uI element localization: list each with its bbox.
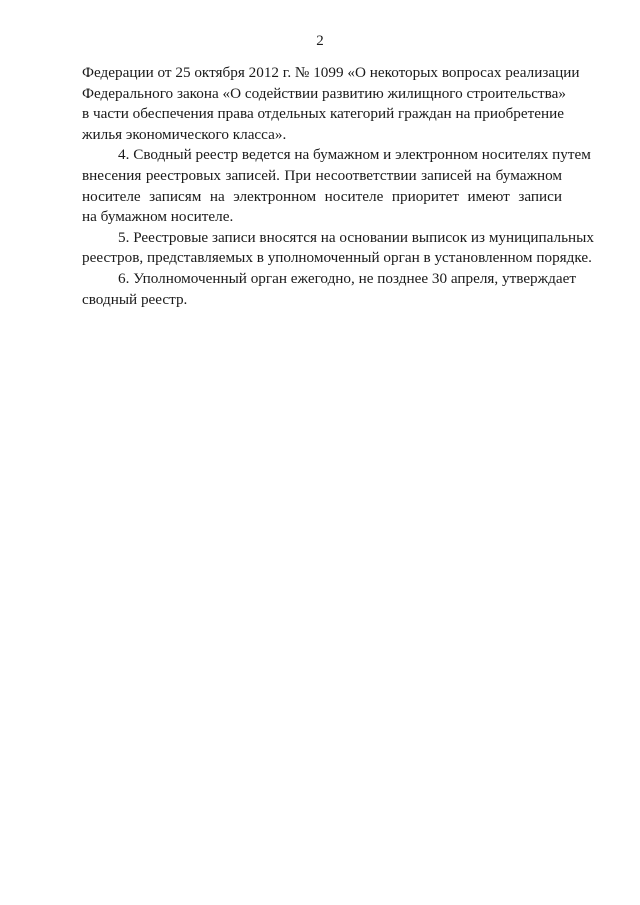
- paragraph-item-6: [82, 269, 576, 310]
- text-line: реестров, представляемых в уполномоченный орган в установленном порядке.: [82, 249, 592, 267]
- text-line: носителе записям на электронном носителе приоритет имеют записи: [82, 187, 562, 205]
- text-line: внесения реестровых записей. При несоответствии записей на бумажном: [82, 166, 562, 184]
- text-line: в части обеспечения права отдельных категорий граждан на приобретение: [82, 105, 564, 123]
- text-line: Федерального закона «О содействии развитию жилищного строительства»: [82, 84, 566, 102]
- text-line: Федерации от 25 октября 2012 г. № 1099 «О некоторых вопросах реализации: [82, 64, 580, 81]
- text-line: жилья экономического класса».: [82, 125, 287, 143]
- text-line: 6. Уполномоченный орган ежегодно, не позднее 30 апреля, утверждает: [118, 269, 576, 287]
- text-line: 4. Сводный реестр ведется на бумажном и электронном носителях путем: [118, 146, 591, 164]
- document-body: [82, 63, 594, 310]
- paragraph-item-5: [82, 228, 594, 269]
- paragraph-item-4: [82, 145, 591, 227]
- page-number: 2: [316, 33, 324, 49]
- paragraph-continuation: [82, 63, 580, 145]
- text-line: 5. Реестровые записи вносятся на основании выписок из муниципальных: [118, 228, 594, 246]
- text-line: сводный реестр.: [82, 290, 188, 308]
- text-line: на бумажном носителе.: [82, 208, 234, 226]
